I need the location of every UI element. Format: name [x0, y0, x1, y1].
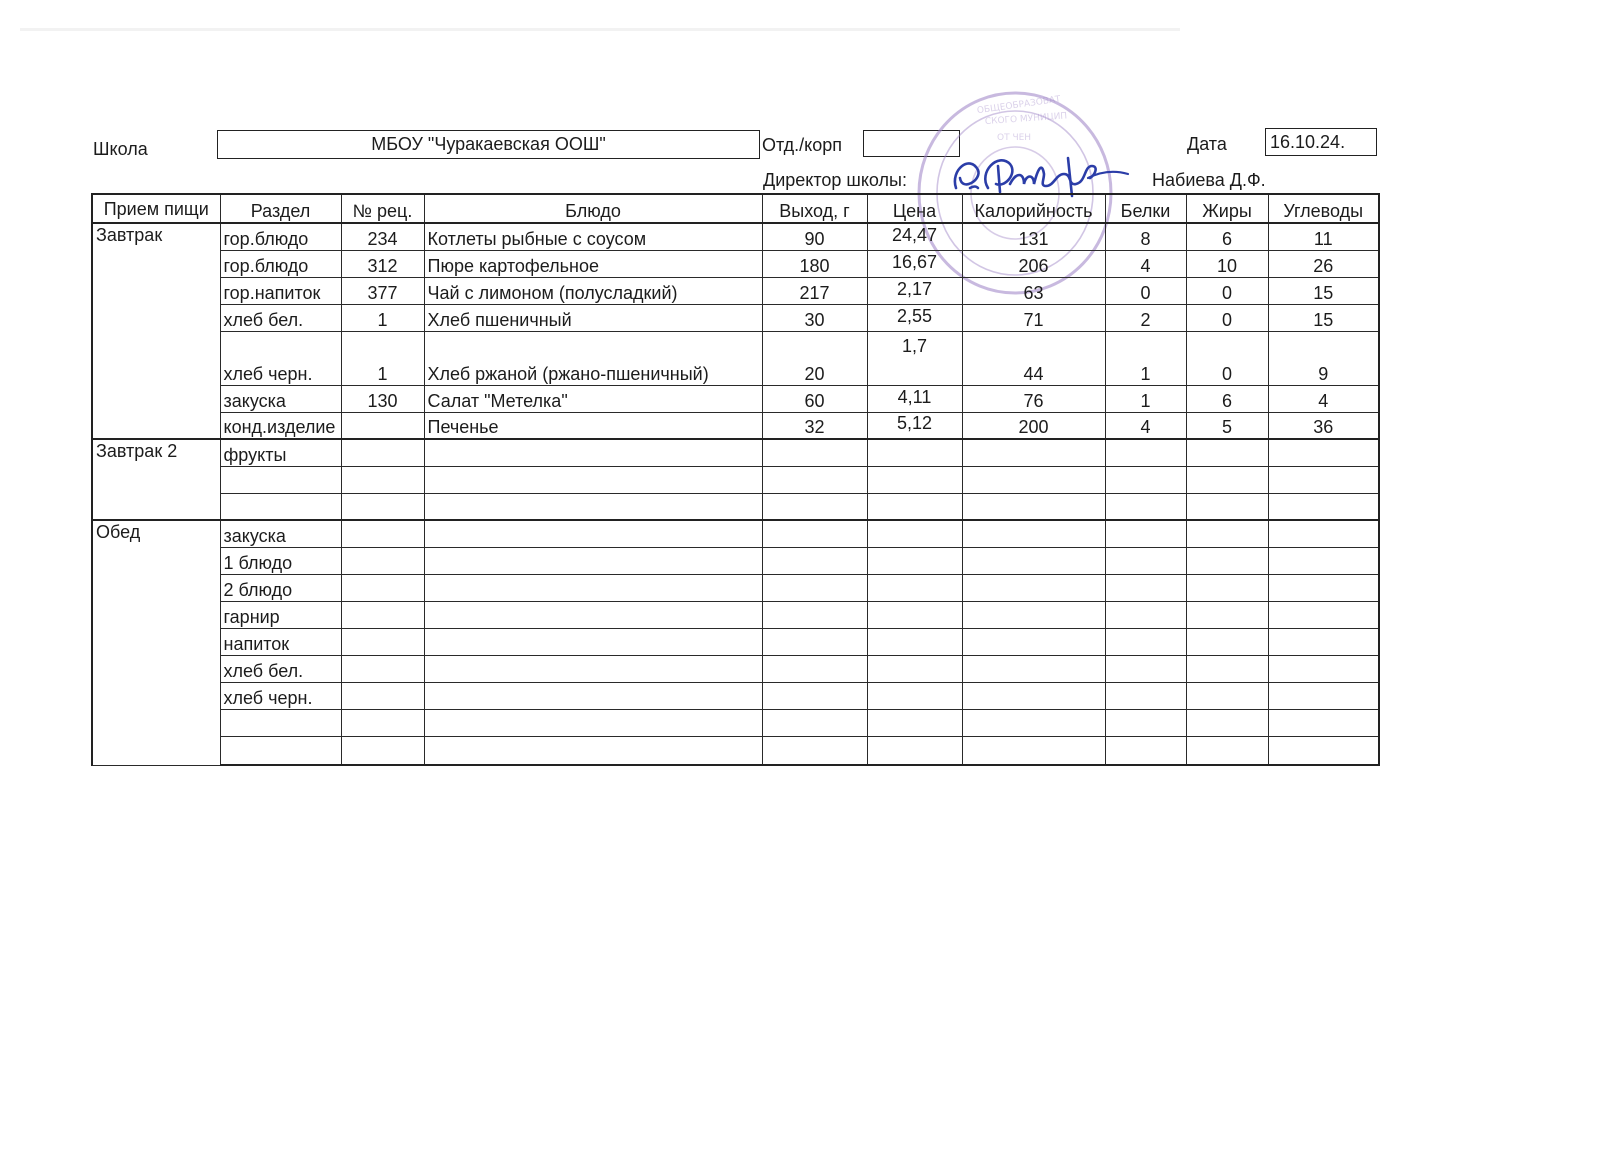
recipe-cell: 234: [341, 223, 424, 250]
dish-cell: Котлеты рыбные с соусом: [424, 223, 762, 250]
table-row: [92, 439, 1379, 466]
protein-cell: 4: [1105, 412, 1186, 439]
col-header-kcal: Калорийность: [962, 194, 1105, 223]
section-cell: [220, 493, 341, 520]
dept-field: [863, 130, 960, 157]
table-row: [92, 520, 1379, 547]
table-row: [92, 250, 1379, 277]
col-header-meal: Прием пищи: [92, 194, 220, 223]
carbs-cell: 15: [1268, 277, 1379, 304]
table-row: [92, 277, 1379, 304]
director-label: Директор школы:: [763, 170, 907, 190]
section-cell: 1 блюдо: [220, 547, 341, 574]
recipe-cell: 130: [341, 385, 424, 412]
kcal-cell: 63: [962, 277, 1105, 304]
dish-cell: Пюре картофельное: [424, 250, 762, 277]
price-cell: [867, 304, 962, 331]
price-value: 1,7: [901, 335, 928, 356]
col-header-recipe: № рец.: [341, 194, 424, 223]
carbs-cell: 36: [1268, 412, 1379, 439]
price-cell: [867, 412, 962, 439]
carbs-cell: 4: [1268, 385, 1379, 412]
yield-cell: 217: [762, 277, 867, 304]
protein-cell: 2: [1105, 304, 1186, 331]
col-header-yield: Выход, г: [762, 194, 867, 223]
recipe-cell: [341, 412, 424, 439]
kcal-cell: 206: [962, 250, 1105, 277]
yield-cell: 180: [762, 250, 867, 277]
price-value: 4,11: [897, 386, 932, 407]
section-cell: гор.блюдо: [220, 250, 341, 277]
table-row: [92, 547, 1379, 574]
table-row: [92, 682, 1379, 709]
protein-cell: 4: [1105, 250, 1186, 277]
table-row: [92, 412, 1379, 439]
table-row: [92, 331, 1379, 385]
price-cell: [867, 223, 962, 250]
yield-cell: 60: [762, 385, 867, 412]
recipe-cell: 1: [341, 304, 424, 331]
section-cell: [220, 709, 341, 736]
fat-cell: 6: [1186, 385, 1268, 412]
col-header-protein: Белки: [1105, 194, 1186, 223]
table-row: [92, 736, 1379, 765]
protein-cell: 0: [1105, 277, 1186, 304]
table-row: [92, 709, 1379, 736]
dish-cell: Салат "Метелка": [424, 385, 762, 412]
price-cell: [867, 277, 962, 304]
svg-text:СКОГО МУНИЦИП: СКОГО МУНИЦИП: [984, 111, 1068, 128]
price-value: 16,67: [891, 251, 938, 272]
fat-cell: 0: [1186, 304, 1268, 331]
dish-cell: Чай с лимоном (полусладкий): [424, 277, 762, 304]
dish-cell: Хлеб ржаной (ржано-пшеничный): [424, 331, 762, 385]
yield-cell: 90: [762, 223, 867, 250]
recipe-cell: 312: [341, 250, 424, 277]
yield-cell: 20: [762, 331, 867, 385]
fat-cell: 5: [1186, 412, 1268, 439]
section-cell: хлеб бел.: [220, 304, 341, 331]
table-row: [92, 574, 1379, 601]
dish-cell: Хлеб пшеничный: [424, 304, 762, 331]
section-cell: гор.блюдо: [220, 223, 341, 250]
kcal-cell: 44: [962, 331, 1105, 385]
table-row: [92, 628, 1379, 655]
col-header-carbs: Углеводы: [1268, 194, 1379, 223]
col-header-dish: Блюдо: [424, 194, 762, 223]
section-cell: закуска: [220, 385, 341, 412]
col-header-fat: Жиры: [1186, 194, 1268, 223]
price-cell: [867, 385, 962, 412]
section-cell: закуска: [220, 520, 341, 547]
section-cell: хлеб бел.: [220, 655, 341, 682]
table-row: [92, 493, 1379, 520]
school-name-value: МБОУ "Чуракаевская ООШ": [371, 134, 606, 154]
protein-cell: 1: [1105, 385, 1186, 412]
school-label: Школа: [93, 139, 148, 159]
recipe-cell: 1: [341, 331, 424, 385]
section-cell: хлеб черн.: [220, 682, 341, 709]
section-cell: гор.напиток: [220, 277, 341, 304]
kcal-cell: 131: [962, 223, 1105, 250]
yield-cell: 30: [762, 304, 867, 331]
section-cell: [220, 736, 341, 765]
protein-cell: 8: [1105, 223, 1186, 250]
section-cell: конд.изделие: [220, 412, 341, 439]
price-value: 2,17: [896, 278, 933, 299]
school-name-field: [217, 130, 760, 159]
table-row: [92, 304, 1379, 331]
price-cell: [867, 331, 962, 385]
price-value: 5,12: [896, 413, 933, 433]
col-header-section: Раздел: [220, 194, 341, 223]
carbs-cell: 26: [1268, 250, 1379, 277]
section-cell: гарнир: [220, 601, 341, 628]
section-cell: фрукты: [220, 439, 341, 466]
svg-text:ОТ ЧЕН: ОТ ЧЕН: [997, 133, 1032, 143]
kcal-cell: 76: [962, 385, 1105, 412]
dish-cell: Печенье: [424, 412, 762, 439]
price-cell: [867, 250, 962, 277]
section-cell: 2 блюдо: [220, 574, 341, 601]
meal-cell-lunch: Обед: [92, 520, 220, 765]
director-name: Набиева Д.Ф.: [1152, 170, 1266, 190]
date-value: 16.10.24.: [1270, 132, 1346, 152]
menu-table: [91, 193, 1380, 766]
section-cell: напиток: [220, 628, 341, 655]
recipe-cell: 377: [341, 277, 424, 304]
table-row: [92, 385, 1379, 412]
table-header-row: [92, 194, 1379, 223]
carbs-cell: 11: [1268, 223, 1379, 250]
yield-cell: 32: [762, 412, 867, 439]
price-value: 2,55: [896, 305, 933, 326]
table-row: [92, 466, 1379, 493]
carbs-cell: 15: [1268, 304, 1379, 331]
table-row: [92, 655, 1379, 682]
col-header-price: Цена: [867, 194, 962, 223]
fat-cell: 0: [1186, 331, 1268, 385]
carbs-cell: 9: [1268, 331, 1379, 385]
section-cell: [220, 466, 341, 493]
table-row: [92, 601, 1379, 628]
date-label: Дата: [1187, 134, 1227, 154]
date-field: [1265, 128, 1377, 156]
protein-cell: 1: [1105, 331, 1186, 385]
meal-cell-breakfast: Завтрак: [92, 223, 220, 439]
scan-smudge: [20, 28, 1180, 31]
kcal-cell: 71: [962, 304, 1105, 331]
fat-cell: 6: [1186, 223, 1268, 250]
table-row: [92, 223, 1379, 250]
section-cell: хлеб черн.: [220, 331, 341, 385]
kcal-cell: 200: [962, 412, 1105, 439]
fat-cell: 10: [1186, 250, 1268, 277]
dept-label: Отд./корп: [762, 135, 842, 155]
fat-cell: 0: [1186, 277, 1268, 304]
price-value: 24,47: [891, 224, 938, 245]
meal-cell-breakfast-2: Завтрак 2: [92, 439, 220, 520]
svg-text:ОБЩЕОБРАЗОВАТ: ОБЩЕОБРАЗОВАТ: [976, 94, 1062, 117]
